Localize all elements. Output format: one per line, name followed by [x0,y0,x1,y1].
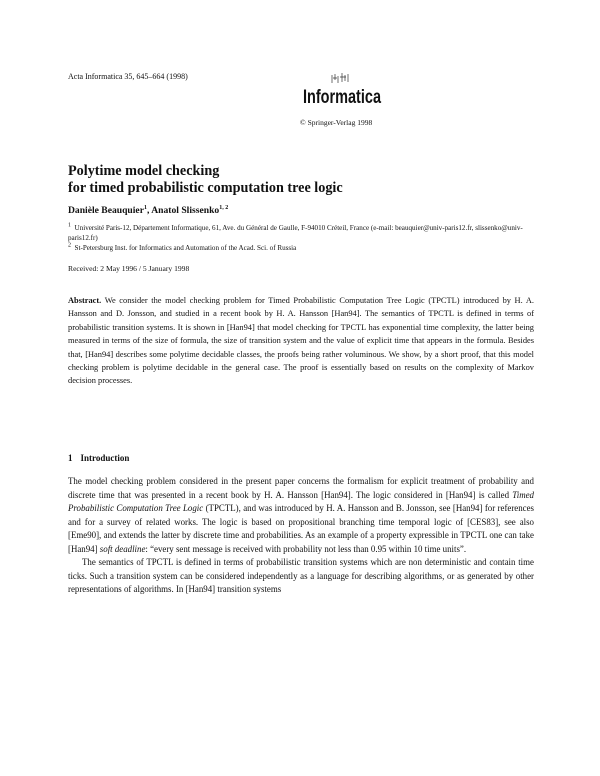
author-list [68,205,228,216]
affiliations [68,223,534,253]
section-title: Introduction [80,453,130,463]
author-1: Danièle Beauquier [68,205,144,216]
abstract-label: Abstract. [68,296,102,305]
introduction-body [68,475,534,597]
informatica-logo-icon [302,72,382,118]
paragraph-1-emphasis-2: soft deadline [99,543,146,554]
paragraph-1 [68,475,534,556]
paragraph-1-emphasis: Timed Probabilistic Computation Tree Logic [68,489,534,513]
copyright-notice: © Springer-Verlag 1998 [300,118,373,127]
paragraph-1-part-b: (TPCTL), and was introduced by H. A. Hansson and B. Jonsson, see [Han94] for references and for a survey of related works. The logic is based on propositional branching time temporal logic of [CES83], see also [Eme90], and extends the latter by discrete time and probabilities. As an example of a property expressible in TPCTL one can take [Han94] [68,503,535,554]
section-number: 1 [68,453,73,463]
paragraph-1-part-a: The model checking problem considered in the present paper concerns the formalism for explicit treatment of probability and discrete time that was presented in a recent book by H. A. Hansson [Han94]. The logic considered in [Han94] is called [68,476,534,500]
journal-logo [302,72,382,118]
abstract [68,294,534,388]
affiliation-1 [68,223,534,243]
affiliation-2-number: 2 [68,242,71,249]
title-line-1: Polytime model checking [68,163,220,179]
author-2-affil-mark: 1, 2 [219,204,229,211]
affiliation-1-number: 1 [68,222,71,229]
title-line-2: for timed probabilistic computation tree logic [68,180,343,196]
author-separator: , [146,205,152,216]
affiliation-1-text: Université Paris-12, Département Informatique, 61, Ave. du Général de Gaulle, F-94010 Créteil, France (e-mail: beauquier@univ-paris12.fr, slissenko@univ-paris12.fr) [68,224,523,242]
paragraph-2: The semantics of TPCTL is defined in terms of probabilistic transition systems which are non deterministic and contain time ticks. Such a transition system can be considered independently as a language for describing algorithms, or as generated by other representations of algorithms. In [Han94] transition systems [68,557,534,594]
section-heading [68,453,129,463]
paragraph-1-part-c: : “every sent message is received with probability not less than 0.95 within 10 time units”. [145,543,467,554]
author-2: Anatol Slissenko [151,205,220,216]
journal-citation: Acta Informatica 35, 645–664 (1998) [68,72,188,81]
abstract-text: We consider the model checking problem for Timed Probabilistic Computation Tree Logic (TPCTL) introduced by H. A. Hansson and D. Jonsson, and studied in a recent book by H. A. Hansson [Han94]. The semantics of TPCTL is defined in terms of probabilistic transition systems. It is shown in [Han94] that model checking for TPCTL has exponential time complexity, the latter being measured in terms of the size of formula, the size of transition system and the value of explicit time that appears in the formula. Besides that, [Han94] describes some polytime decidable classes, the proofs being rather voluminous. We show, by a short proof, that this model checking problem is polytime decidable in the general case. The proof is essentially based on results on the complexity of Markov decision processes. [68,296,534,386]
svg-text:Informatica: Informatica [303,87,382,108]
author-1-affil-mark: 1 [143,204,147,211]
paper-title [68,163,343,197]
affiliation-2-text: St-Petersburg Inst. for Informatics and Automation of the Acad. Sci. of Russia [74,244,297,252]
received-dates: Received: 2 May 1996 / 5 January 1998 [68,264,190,273]
affiliation-2 [68,243,534,253]
